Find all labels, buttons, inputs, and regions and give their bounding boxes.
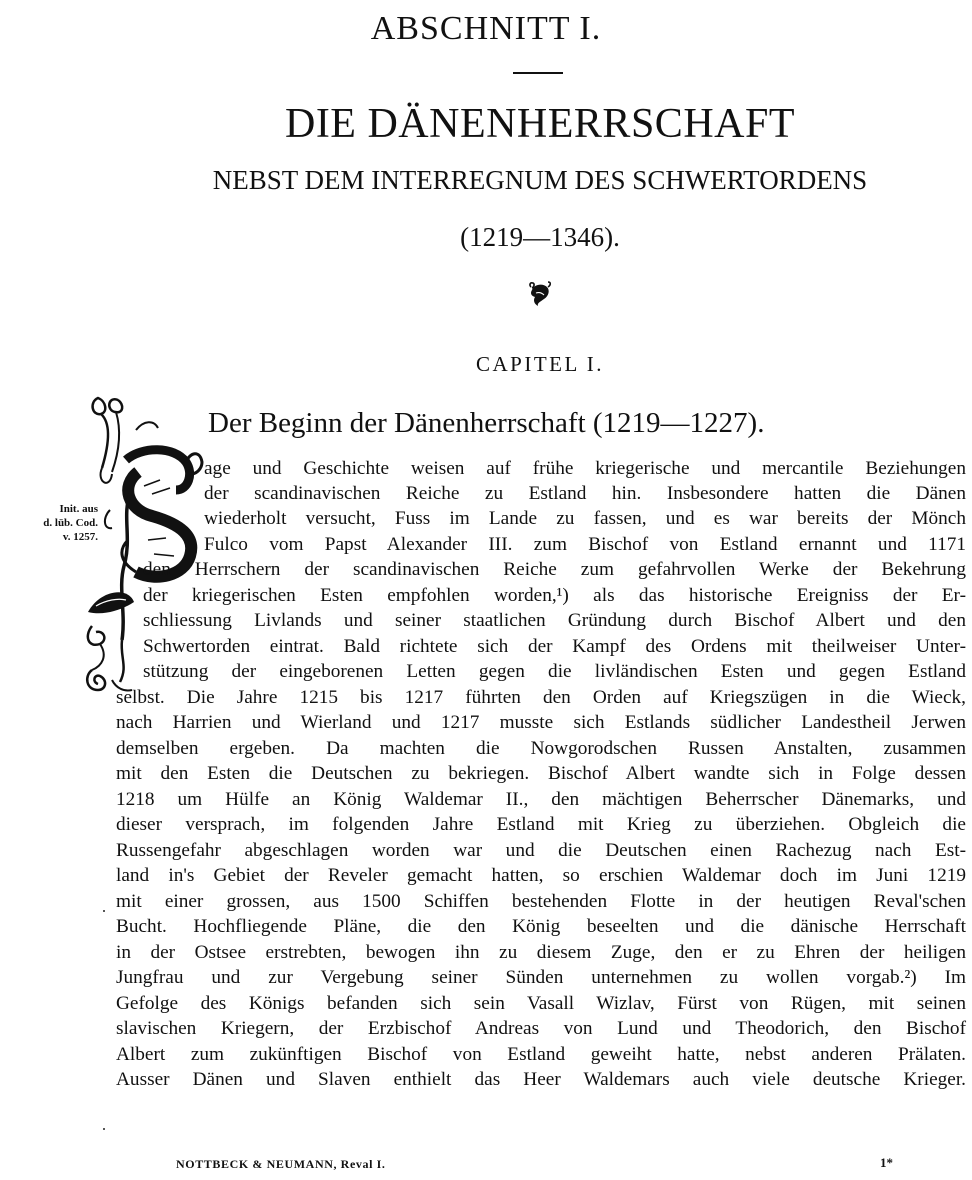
body-line: dieser versprach, im folgenden Jahre Estland mit Krieg zu überziehen. Obgleich die	[116, 814, 966, 835]
body-line: Schwertorden eintrat. Bald richtete sich der Kampf des Ordens mit theilweiser Unter-	[143, 636, 966, 657]
leaf-ornament-icon	[528, 281, 552, 307]
body-line: in der Ostsee erstrebten, bewogen ihn zu diesem Zuge, den er zu Ehren der heiligen	[116, 942, 966, 963]
body-line: Russengefahr abgeschlagen worden war und die Deutschen einen Rachezug nach Est-	[116, 840, 966, 861]
body-line: stützung der eingeborenen Letten gegen die livländischen Esten und gegen Estland	[143, 661, 966, 682]
period-years: (1219—1346).	[460, 222, 620, 252]
body-line: wiederholt versucht, Fuss im Lande zu fassen, und es war bereits der Mönch	[204, 508, 966, 529]
title-rule	[513, 72, 563, 74]
section-heading: Der Beginn der Dänenherrschaft (1219—1227).	[208, 407, 765, 439]
body-line: age und Geschichte weisen auf frühe kriegerische und mercantile Beziehungen	[204, 458, 966, 479]
chapter-label: CAPITEL I.	[475, 352, 605, 376]
margin-note-line: v. 1257.	[62, 531, 98, 543]
body-line: schliessung Livlands und seiner staatlichen Gründung durch Bischof Albert und den	[143, 610, 966, 631]
margin-note-line: Init. aus	[59, 503, 98, 515]
print-speck	[103, 910, 105, 912]
body-line: der kriegerischen Esten empfohlen worden,¹) als das historische Ereigniss der Er-	[143, 585, 966, 606]
body-line: Jungfrau und zur Vergebung seiner Sünden unternehmen zu wollen vorgab.²) Im	[116, 967, 966, 988]
footer-signature: NOTTBECK & NEUMANN, Reval I.	[176, 1157, 386, 1171]
margin-note-line: d. lüb. Cod.	[43, 517, 98, 529]
body-line: Albert zum zukünftigen Bischof von Estland geweiht hatte, nebst anderen Prälaten.	[116, 1044, 966, 1065]
body-line: 1218 um Hülfe an König Waldemar II., den mächtigen Beherrscher Dänemarks, und	[116, 789, 966, 810]
body-line: land in's Gebiet der Reveler gemacht hatten, so erschien Waldemar doch im Juni 1219	[116, 865, 966, 886]
body-line: selbst. Die Jahre 1215 bis 1217 führten den Orden auf Kriegszügen in die Wieck,	[116, 687, 966, 708]
body-line: mit den Esten die Deutschen zu bekriegen. Bischof Albert wandte sich in Folge dessen	[116, 763, 966, 784]
margin-note	[4, 502, 98, 544]
body-line: Bucht. Hochfliegende Pläne, die den König beseelten und die dänische Herrschaft	[116, 916, 966, 937]
body-line: Ausser Dänen und Slaven enthielt das Heer Waldemars auch viele deutsche Krieger.	[116, 1069, 966, 1090]
page-title: DIE DÄNENHERRSCHAFT	[284, 101, 795, 147]
body-line: mit einer grossen, aus 1500 Schiffen bestehenden Flotte in der heutigen Reval'schen	[116, 891, 966, 912]
body-line: der scandinavischen Reiche zu Estland hin. Insbesondere hatten die Dänen	[204, 483, 966, 504]
body-line: slavischen Kriegern, der Erzbischof Andreas von Lund und Theodorich, den Bischof	[116, 1018, 966, 1039]
page-subtitle: NEBST DEM INTERREGNUM DES SCHWERTORDENS	[212, 165, 868, 195]
body-line: nach Harrien und Wierland und 1217 musste sich Estlands südlicher Landestheil Jerwen	[116, 712, 966, 733]
body-line: Gefolge des Königs befanden sich sein Vasall Wizlav, Fürst von Rügen, mit seinen	[116, 993, 966, 1014]
body-line: demselben ergeben. Da machten die Nowgorodschen Russen Anstalten, zusammen	[116, 738, 966, 759]
print-speck	[103, 1128, 105, 1130]
footer-page-mark: 1*	[880, 1155, 893, 1170]
body-line: Fulco vom Papst Alexander III. zum Bischof von Estland ernannt und 1171	[204, 534, 966, 555]
body-line: den Herrschern der scandinavischen Reiche zum gefahrvollen Werke der Bekehrung	[143, 559, 966, 580]
section-label: ABSCHNITT I.	[370, 10, 602, 47]
